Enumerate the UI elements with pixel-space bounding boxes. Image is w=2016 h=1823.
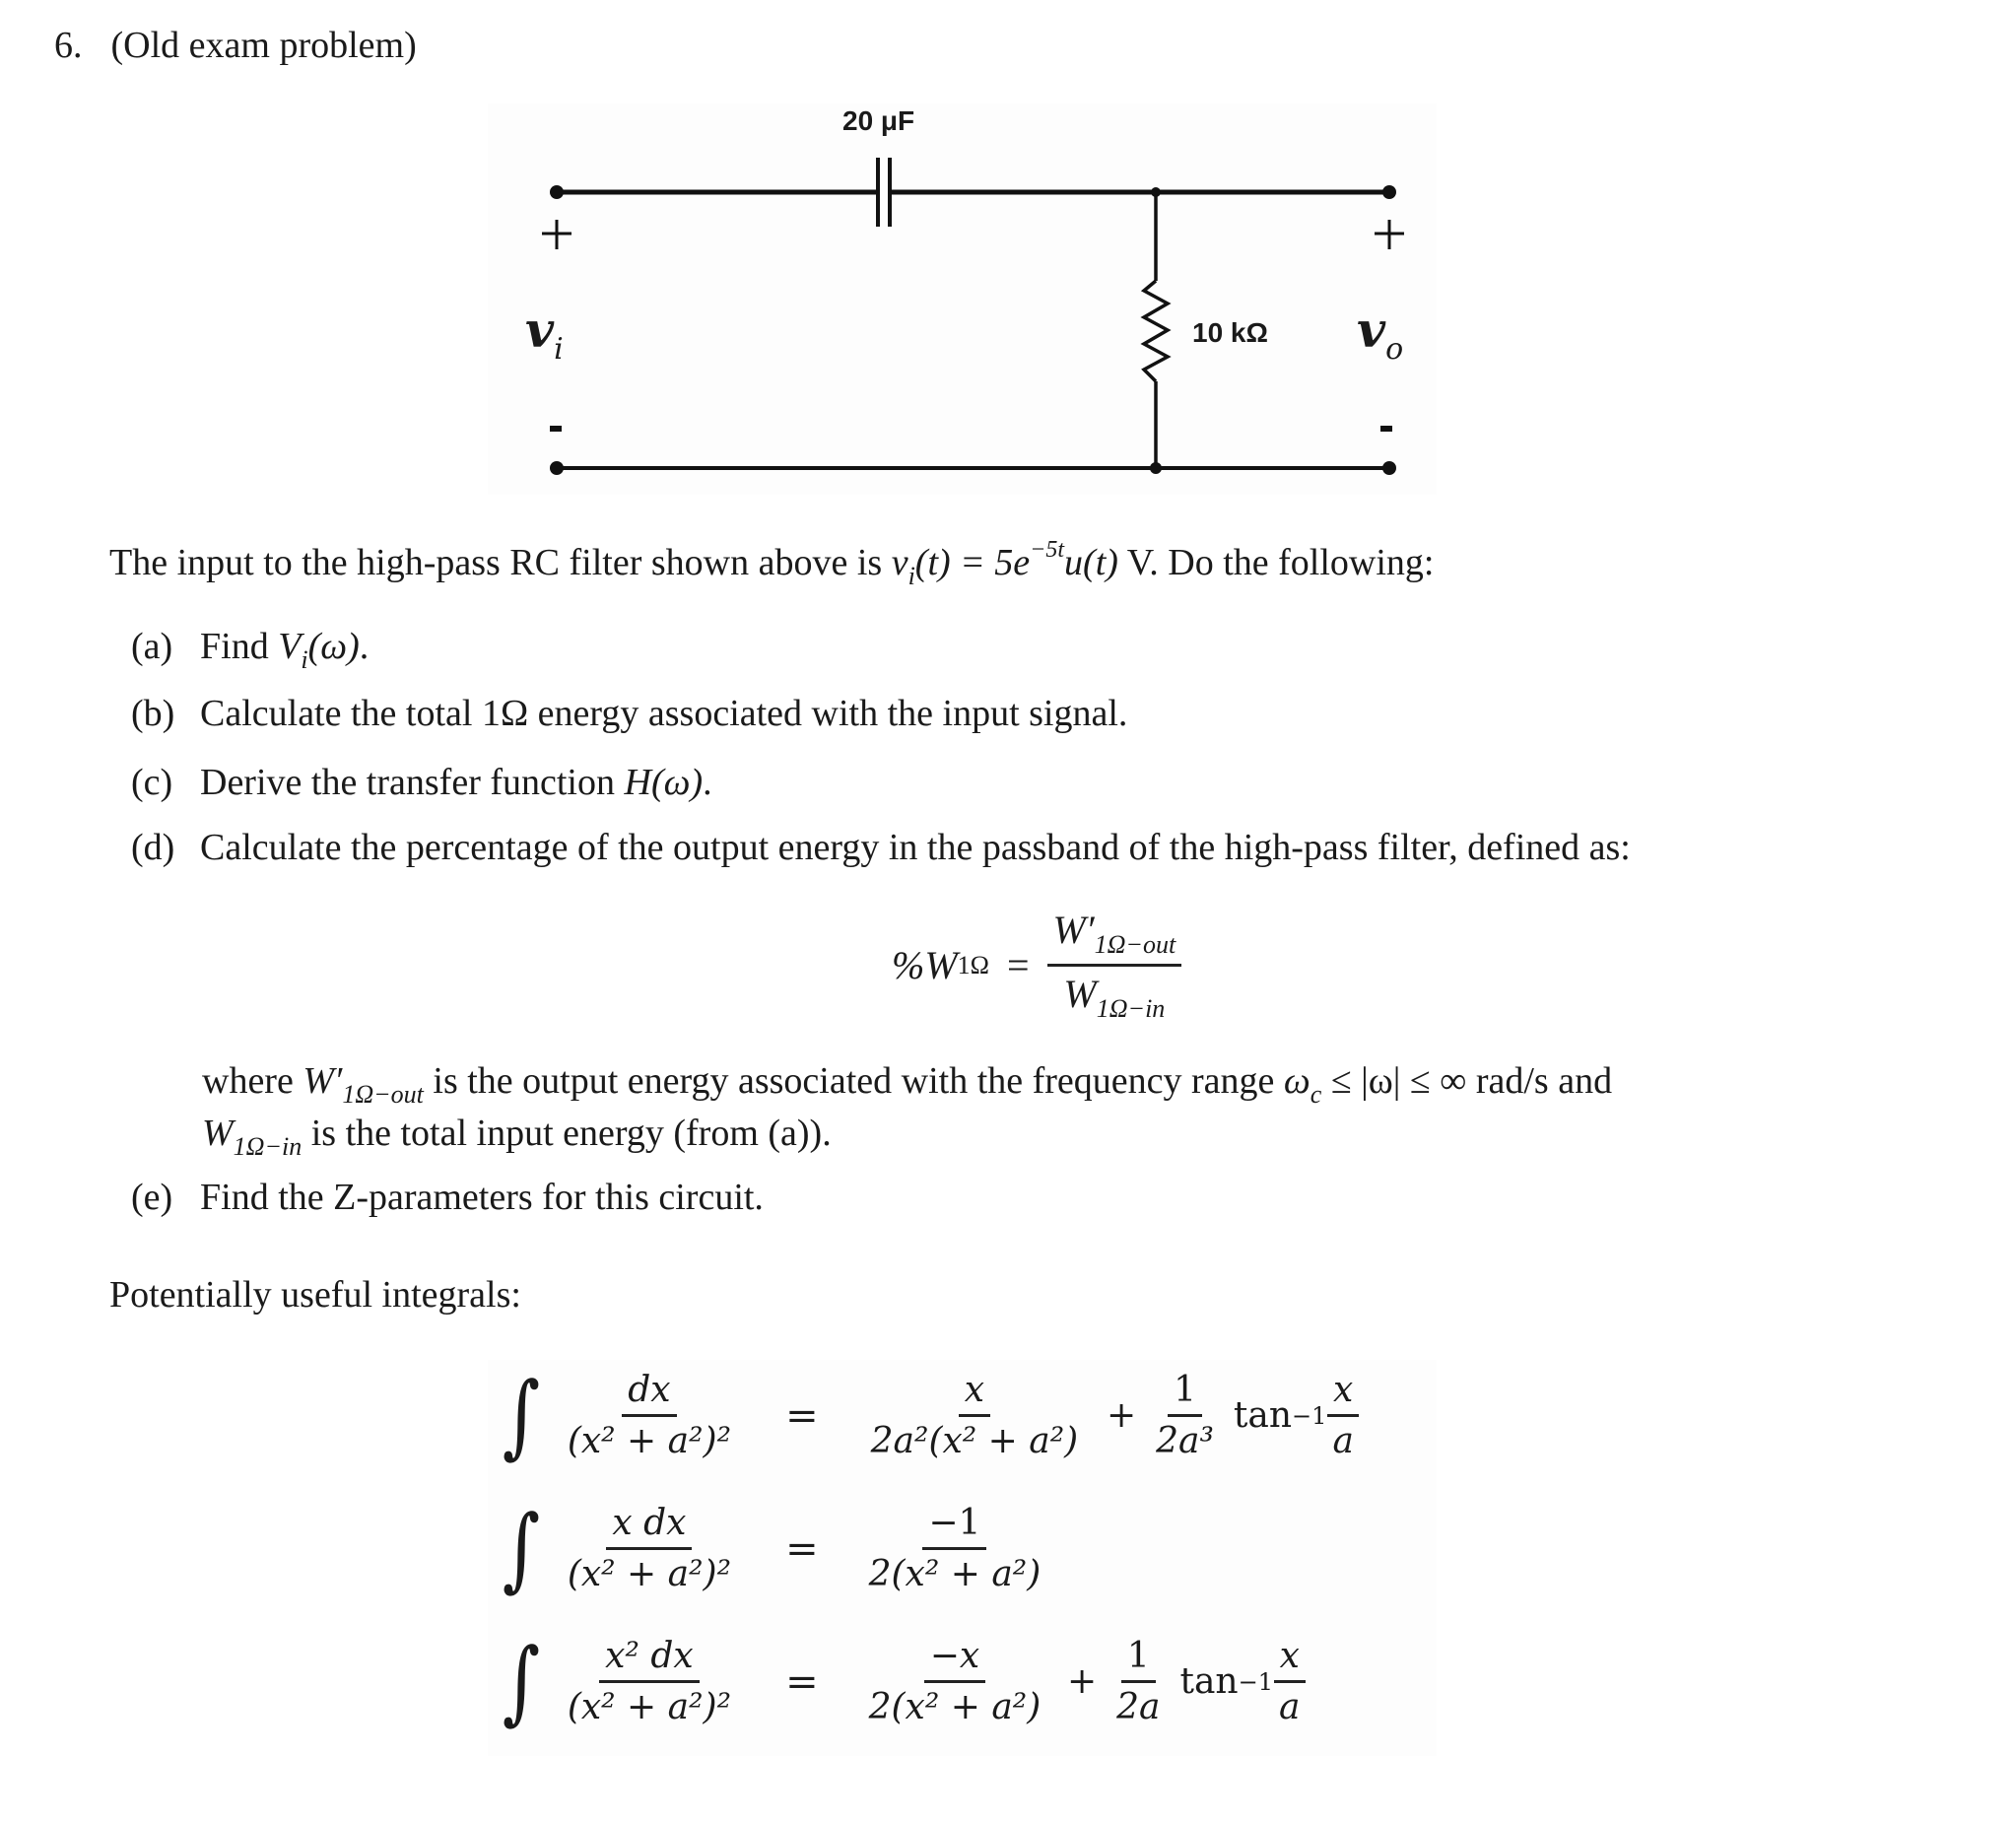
item-e: (e) Find the Z-parameters for this circuit. — [131, 1177, 764, 1218]
integrals-heading: Potentially useful integrals: — [109, 1274, 521, 1316]
problem-title: (Old exam problem) — [110, 25, 417, 66]
circuit-wires — [488, 103, 1437, 495]
where-line-1: where $W'_{1\Omega-out}$ is the output energy associated with the frequency range $\omega_c \le |\omega|$ ≤ ∞ rad/s and — [202, 1060, 1613, 1109]
output-voltage-label: $v_o$ — [1357, 301, 1404, 367]
integral-row: ∫ $\frac{\text{x dx}}{\text{(x² + a²)²}}$ = $\frac{-1}{\text{2(x² + a²)}}$ — [502, 1495, 1042, 1601]
percent-energy-formula: %W 1Ω = $\frac{W'_{1\Omega-out}}{W_{1\Omega-in}}$ — [892, 907, 1181, 1024]
integral-sign-icon: ∫ — [502, 1495, 541, 1601]
circuit-diagram — [488, 103, 1437, 495]
where-line-2: $W_{1\Omega-in}$ is the total input energy (from (a)). — [202, 1113, 832, 1161]
item-a: (a) Find $V_i(\omega)$. — [131, 626, 370, 674]
integral-sign-icon: ∫ — [502, 1628, 541, 1734]
integral-sign-icon: ∫ — [502, 1362, 541, 1468]
input-voltage-label: $v_i$ — [525, 301, 564, 367]
integral-row: ∫ $\frac{\text{x² dx}}{\text{(x² + a²)²}}$ = $\frac{-x}{\text{2(x² + a²)}}$ + $\frac{1}{2a}$ tan −1 $\frac{x}{a}$ — [498, 1636, 1306, 1727]
intro-text: The input to the high-pass RC filter shown above is $v_i(t) = 5e^{-5t}u(t)$ V. Do the following: — [109, 537, 1435, 590]
problem-heading — [54, 24, 417, 67]
resistor-symbol — [1144, 281, 1168, 381]
item-d: (d) Calculate the percentage of the output energy in the passband of the high-pass filter, defined as: — [131, 827, 1631, 868]
integrals-table — [488, 1360, 1437, 1756]
item-c: (c) Derive the transfer function H(ω). — [131, 762, 712, 803]
resistor-label: 10 kΩ — [1192, 317, 1268, 348]
item-b: (b) Calculate the total 1Ω energy associated with the input signal. — [131, 693, 1128, 734]
problem-number: 6. — [54, 25, 83, 66]
integral-row: ∫ $\frac{dx}{\text{(x² + a²)²}}$ = $\frac{x}{\text{2a²(x² + a²)}}$ + $\frac{1}{\text{2a³}}$ tan −1 $\frac{x}{a}$ — [498, 1370, 1360, 1461]
formula-fraction: $\frac{W'_{1\Omega-out}}{W_{1\Omega-in}}$ — [1047, 907, 1182, 1024]
capacitor-symbol — [878, 158, 890, 227]
capacitor-label: 20 μF — [842, 105, 915, 136]
